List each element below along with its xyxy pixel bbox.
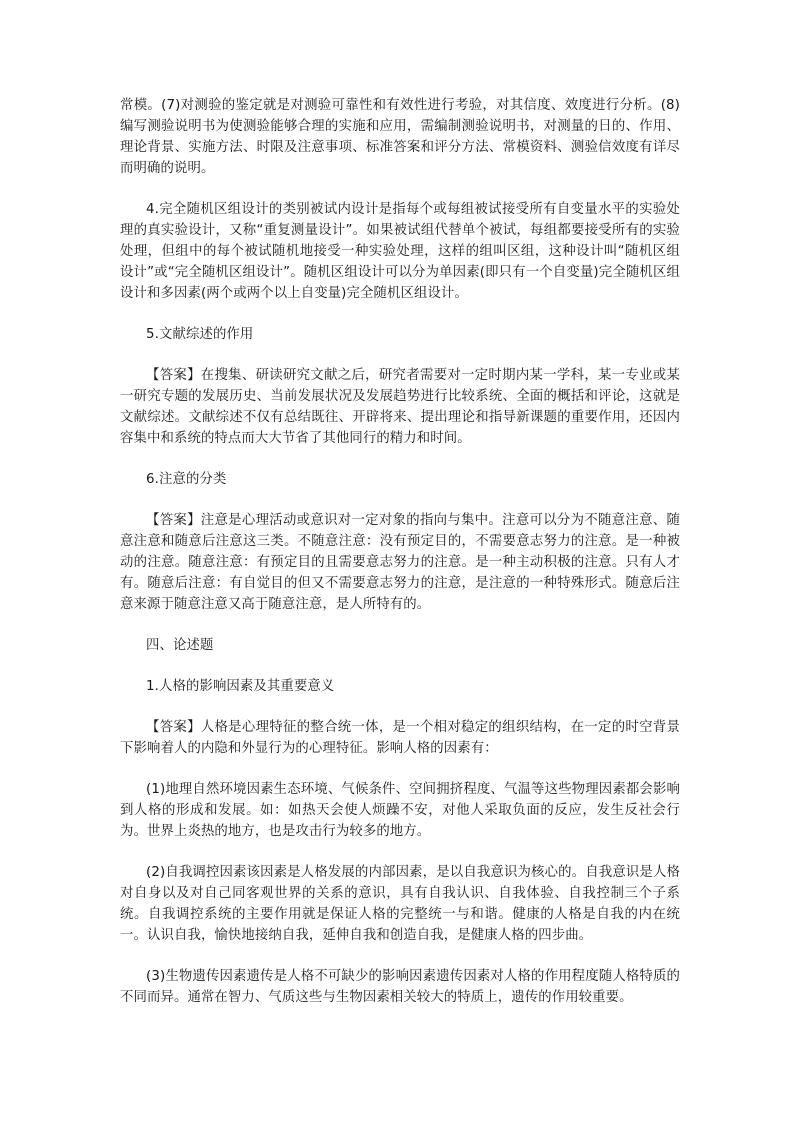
answer-attention-types: 【答案】注意是心理活动或意识对一定对象的指向与集中。注意可以分为不随意注意、随意注意和随意后注意这三类。不随意注意：没有预定目的，不需要意志努力的注意。是一种被动的注意。随意注意：有预定目的且需要意志努力的注意。是一种主动积极的注意。只有人才有。随意后注意：有自觉目的但又不需要意志努力的注意，是注意的一种特殊形式。随意后注意来源于随意注意又高于随意注意，是人所特有的。	[120, 513, 680, 612]
answer-personality-factor-2: (2)自我调控因素该因素是人格发展的内部因素，是以自我意识为核心的。自我意识是人格对自身以及对自己同客观世界的关系的意识，具有自我认识、自我体验、自我控制三个子系统。自我调控系统的主要作用就是保证人格的完整统一与和谐。健康的人格是自我的内在统一。认识自我，愉快地接纳自我，延伸自我和创造自我，是健康人格的四步曲。	[120, 865, 680, 943]
document-body	[120, 95, 680, 1028]
question-heading-attention-types: 6.注意的分类	[146, 472, 227, 487]
question-heading-literature-review: 5.文献综述的作用	[146, 327, 254, 342]
paragraph-randomized-block-design: 4.完全随机区组设计的类别被试内设计是指每个或每组被试接受所有自变量水平的实验处理的真实验设计，又称“重复测量设计”。如果被试组代替单个被试，每组都要接受所有的实验处理，但组中的每个被试随机地接受一种实验处理，这样的组叫区组，这种设计叫“随机区组设计”或“完全随机区组设计”。随机区组设计可以分为单因素(即只有一个自变量)完全随机区组设计和多因素(两个或两个以上自变量)完全随机区组设计。	[120, 202, 680, 301]
answer-personality-intro: 【答案】人格是心理特征的整合统一体，是一个相对稳定的组织结构，在一定的时空背景下影响着人的内隐和外显行为的心理特征。影响人格的因素有：	[120, 720, 680, 756]
section-heading-essay-questions: 四、论述题	[146, 638, 214, 653]
answer-personality-factor-3: (3)生物遗传因素遗传是人格不可缺少的影响因素遗传因素对人格的作用程度随人格特质的不同而异。通常在智力、气质这些与生物因素相关较大的特质上，遗传的作用较重要。	[120, 969, 680, 1005]
answer-literature-review: 【答案】在搜集、研读研究文献之后，研究者需要对一定时期内某一学科，某一专业或某一研究专题的发展历史、当前发展状况及发展趋势进行比较系统、全面的概括和评论，这就是文献综述。文献综述不仅有总结既往、开辟将来、提出理论和指导新课题的重要作用，还因内容集中和系统的特点而大大节省了其他同行的精力和时间。	[120, 368, 680, 446]
answer-personality-factor-1: (1)地理自然环境因素生态环境、气候条件、空间拥挤程度、气温等这些物理因素都会影响到人格的形成和发展。如：如热天会使人烦躁不安，对他人采取负面的反应，发生反社会行为。世界上炎热的地方，也是攻击行为较多的地方。	[120, 782, 680, 839]
paragraph-test-norms: 常模。(7)对测验的鉴定就是对测验可靠性和有效性进行考验，对其信度、效度进行分析。(8)编写测验说明书为使测验能够合理的实施和应用，需编制测验说明书，对测量的日的、作用、理论背景、实施方法、时限及注意事项、标准答案和评分方法、常模资料、测验信效度有详尽而明确的说明。	[120, 98, 680, 176]
question-heading-personality-factors: 1.人格的影响因素及其重要意义	[146, 679, 335, 694]
